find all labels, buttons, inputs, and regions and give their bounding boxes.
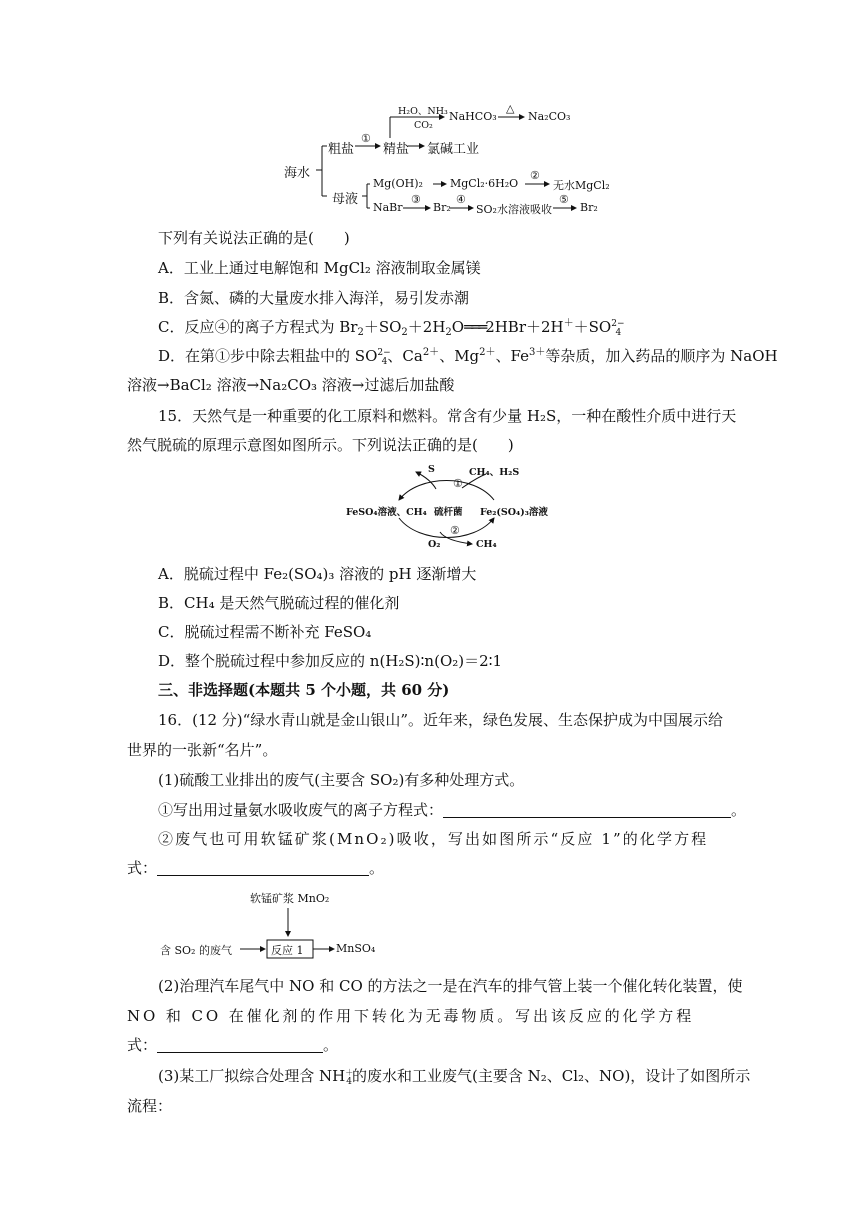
q15-stem-line1: 15．天然气是一种重要的化工原料和燃料。常含有少量 H₂S，一种在酸性介质中进行天 (158, 407, 737, 425)
q16-part1: (1)硫酸工业排出的废气(主要含 SO₂)有多种处理方式。 (158, 771, 525, 789)
q14-option-a: A．工业上通过电解饱和 MgCl₂ 溶液制取金属镁 (158, 259, 481, 277)
refined-salt-label: 精盐 (383, 142, 410, 157)
seawater-label: 海水 (284, 166, 311, 181)
thiobacillus-label: 硫杆菌 (434, 507, 463, 518)
mno2-flow-diagram (158, 888, 398, 960)
q16-part2-text: 式： (127, 1036, 158, 1054)
q16-part1b-line1: ②废气也可用软锰矿浆(MnO₂)吸收，写出如图所示“反应 1”的化学方程 (158, 830, 709, 848)
q16-part3-line1: (3)某工厂拟综合处理含 $NH^+_4$的废水和工业废气(主要含 N₂、Cl₂、NO)，设计了如图所示 (158, 1067, 751, 1087)
cycle-step-1-label: ① (453, 477, 463, 490)
q16-part1a-end: 。 (731, 801, 747, 819)
q14-option-c: C．反应④的离子方程式为 $Br_2+SO_2+2H_2O═══2HBr+2H^++SO^{2-}_4$ (158, 318, 625, 338)
mgcl2-hydrate-label: MgCl₂·6H₂O (450, 177, 519, 190)
q16-stem-line2: 世界的一张新“名片”。 (127, 741, 278, 759)
q15-option-c: C．脱硫过程需不断补充 FeSO₄ (158, 623, 372, 641)
ch4-out-label: CH₄ (476, 539, 497, 550)
sulfur-label: S (428, 464, 435, 475)
q16-part2-line3 (127, 1035, 338, 1055)
feso4-ch4-label: FeSO₄溶液、CH₄ (346, 507, 427, 518)
cycle-step-2-label: ② (450, 524, 460, 537)
q16-part1b-answer-blank[interactable] (157, 860, 369, 876)
step-5-label: ⑤ (559, 193, 569, 206)
step-2-label: ② (530, 169, 540, 182)
q14-option-d-line1: D．在第①步中除去粗盐中的 $SO^{2-}_4$、$Ca^{2+}$、$Mg^{2+}$、$Fe^{3+}$等杂质，加入药品的顺序为 NaOH (158, 347, 778, 367)
heat-symbol: △ (506, 102, 515, 115)
q16-part1b-line2 (127, 858, 384, 878)
q16-stem-line1: 16．(12 分)“绿水青山就是金山银山”。近年来，绿色发展、生态保护成为中国展示给 (158, 711, 723, 729)
q14-option-c-text: C．反应④的离子方程式为 Br (158, 318, 358, 336)
br2-label-b: Br₂ (580, 201, 598, 214)
so2-absorb-label: SO₂水溶液吸收 (476, 203, 552, 216)
q16-part1a-text: ①写出用过量氨水吸收废气的离子方程式： (158, 801, 444, 819)
reaction-1-box-label: 反应 1 (271, 944, 304, 957)
q15-stem-line2: 然气脱硫的原理示意图如图所示。下列说法正确的是( ) (127, 436, 514, 454)
q16-part1b-text: 式： (127, 859, 158, 877)
desulfurization-diagram (344, 462, 550, 554)
q16-part3-line2: 流程： (127, 1097, 173, 1115)
nabr-label: NaBr (373, 201, 403, 214)
mother-liquor-label: 母液 (332, 192, 359, 207)
section-3-heading: 三、非选择题(本题共 5 个小题，共 60 分) (158, 681, 450, 699)
q16-part1a-answer-blank[interactable] (443, 802, 731, 818)
mgoh2-label: Mg(OH)₂ (373, 177, 423, 190)
q15-option-a: A．脱硫过程中 Fe₂(SO₄)₃ 溶液的 pH 逐渐增大 (158, 565, 477, 583)
step-3-label: ③ (411, 193, 421, 206)
q14-option-d-text: D．在第①步中除去粗盐中的 SO (158, 347, 378, 365)
q16-part2-line1: (2)治理汽车尾气中 NO 和 CO 的方法之一是在汽车的排气管上装一个催化转化装置，使 (158, 977, 743, 995)
q16-part3-text-b: 的废水和工业废气(主要含 N₂、Cl₂、NO)，设计了如图所示 (351, 1067, 751, 1085)
so2-waste-gas-label: 含 SO₂ 的废气 (160, 944, 232, 957)
q14-option-b: B．含氮、磷的大量废水排入海洋，易引发赤潮 (158, 289, 470, 307)
chlor-alkali-label: 氯碱工业 (427, 142, 480, 157)
step-1-label: ① (361, 132, 371, 145)
fe2so43-label: Fe₂(SO₄)₃溶液 (480, 507, 548, 518)
br2-label-a: Br₂ (433, 201, 451, 214)
q16-part2-line2: NO 和 CO 在催化剂的作用下转化为无毒物质。写出该反应的化学方程 (127, 1007, 695, 1025)
co2-label: CO₂ (414, 120, 433, 131)
q16-part1a (158, 800, 746, 820)
o2-label: O₂ (428, 539, 441, 550)
q14-option-d-line2: 溶液→BaCl₂ 溶液→Na₂CO₃ 溶液→过滤后加盐酸 (127, 376, 455, 394)
q14-stem: 下列有关说法正确的是( ) (158, 229, 350, 247)
step-4-label: ④ (456, 193, 466, 206)
h2o-nh3-label: H₂O、NH₃ (398, 106, 448, 117)
mno2-slurry-label: 软锰矿浆 MnO₂ (250, 892, 330, 905)
nahco3-label: NaHCO₃ (449, 110, 497, 123)
na2co3-label: Na₂CO₃ (528, 110, 571, 123)
seawater-flow-diagram (270, 96, 630, 220)
anhydrous-mgcl2-label: 无水MgCl₂ (553, 179, 610, 192)
q16-part2-end: 。 (323, 1036, 339, 1054)
q15-option-d: D．整个脱硫过程中参加反应的 n(H₂S)∶n(O₂)＝2∶1 (158, 652, 503, 670)
q16-part2-answer-blank[interactable] (157, 1037, 323, 1053)
q16-part1b-end: 。 (369, 859, 385, 877)
ch4-h2s-label: CH₄、H₂S (469, 467, 520, 478)
mnso4-label: MnSO₄ (336, 942, 376, 955)
crude-salt-label: 粗盐 (328, 142, 355, 157)
q15-option-b: B．CH₄ 是天然气脱硫过程的催化剂 (158, 594, 400, 612)
q16-part3-text-a: (3)某工厂拟综合处理含 NH (158, 1067, 346, 1085)
